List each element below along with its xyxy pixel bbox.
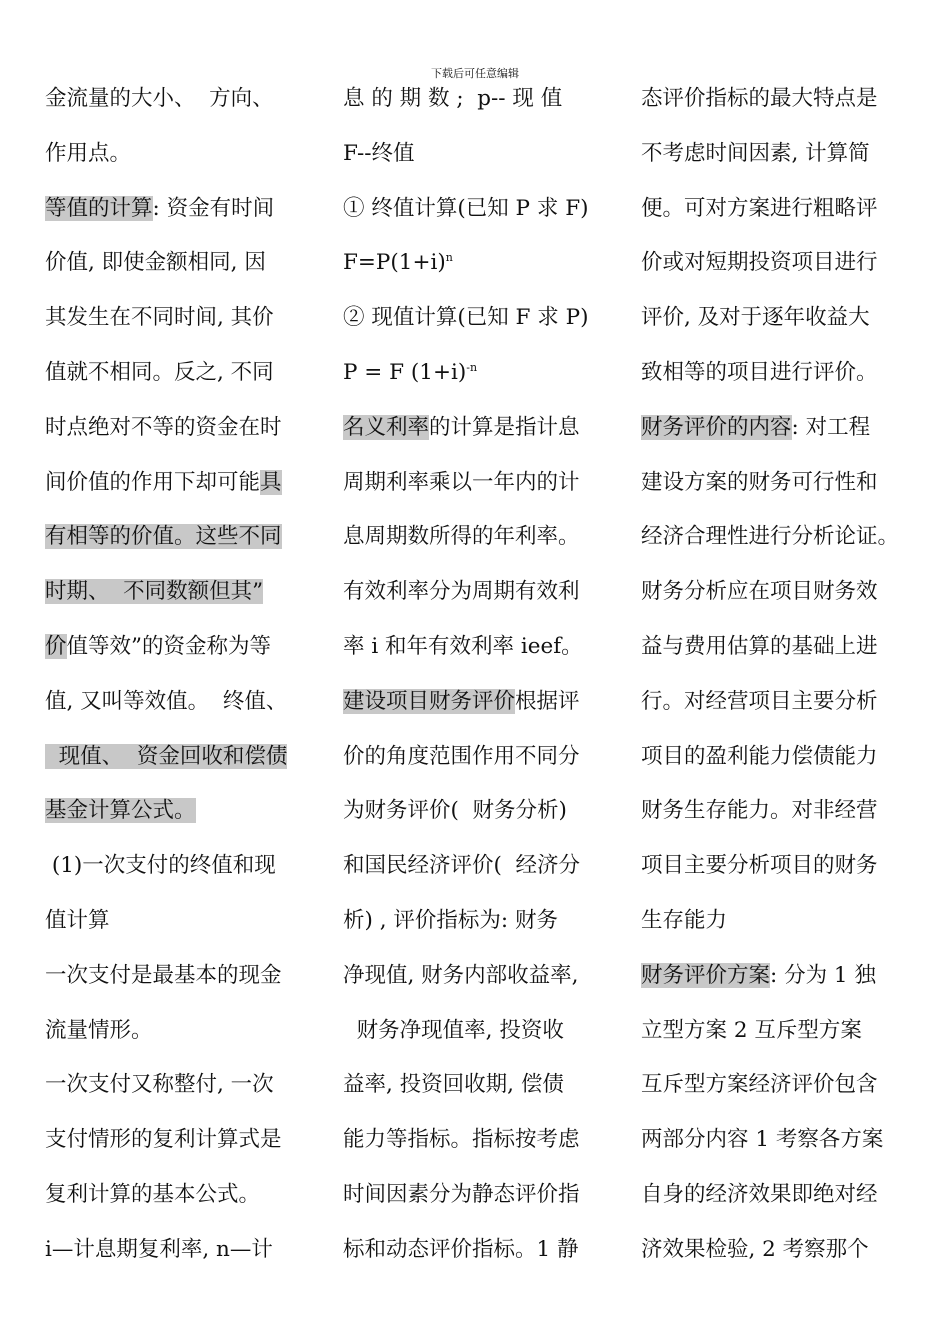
text-segment: 支付情形的复利计算式是: [45, 1127, 282, 1153]
text-segment: 价值, 即使金额相同, 因: [45, 250, 266, 276]
text-segment: P = F (1+i): [343, 359, 467, 385]
highlighted-term: 等值的计算: [45, 195, 153, 221]
text-segment: 析) , 评价指标为: 财务: [343, 907, 558, 933]
text-segment: 财务生存能力。对非经营: [641, 798, 878, 824]
text-line: [641, 839, 916, 894]
text-line: [641, 1113, 916, 1168]
text-segment: 周期利率乘以一年内的计: [343, 469, 580, 495]
text-line: [343, 510, 618, 565]
text-line: [343, 72, 618, 127]
text-line: [45, 236, 320, 291]
text-segment: 息周期数所得的年利率。: [343, 524, 580, 550]
text-line: [45, 127, 320, 182]
text-segment: : 对工程: [791, 414, 871, 440]
text-segment: 价或对短期投资项目进行: [641, 250, 878, 276]
text-line: [45, 1058, 320, 1113]
text-column-1: [45, 72, 320, 1278]
text-segment: 价的角度范围作用不同分: [343, 743, 580, 769]
text-line: [641, 510, 916, 565]
text-line: [641, 1223, 916, 1278]
text-segment: 益率, 投资回收期, 偿债: [343, 1072, 564, 1098]
text-segment: F--终值: [343, 140, 415, 166]
text-segment: 流量情形。: [45, 1017, 153, 1043]
text-column-2: [343, 72, 618, 1278]
text-line: [641, 675, 916, 730]
text-line: [45, 1004, 320, 1059]
highlighted-term: 现值、 资金回收和偿债: [45, 743, 288, 769]
text-line: [343, 620, 618, 675]
text-line: [45, 839, 320, 894]
text-segment: 建设方案的财务可行性和: [641, 469, 878, 495]
text-line: [45, 949, 320, 1004]
text-segment: 值, 又叫等效值。 终值、: [45, 688, 288, 714]
text-line: [45, 1113, 320, 1168]
superscript: -n: [466, 360, 478, 374]
text-segment: 便。可对方案进行粗略评: [641, 195, 878, 221]
text-line: [343, 1004, 618, 1059]
text-segment: 经济合理性进行分析论证。: [641, 524, 900, 550]
text-line: [641, 894, 916, 949]
text-segment: 济效果检验, 2 考察那个: [641, 1236, 869, 1262]
text-segment: 作用点。: [45, 140, 132, 166]
text-column-3: [641, 72, 916, 1278]
text-segment: 根据评: [515, 688, 580, 714]
text-line: [343, 291, 618, 346]
text-line: [45, 620, 320, 675]
text-line: [343, 127, 618, 182]
text-line: [343, 346, 618, 401]
text-line: [641, 236, 916, 291]
text-line: [641, 182, 916, 237]
text-segment: 息 的 期 数 ; p-- 现 值: [343, 86, 563, 111]
text-segment: 项目主要分析项目的财务: [641, 853, 878, 879]
text-line: [641, 72, 916, 127]
text-segment: 自身的经济效果即绝对经: [641, 1181, 878, 1207]
text-segment: 复利计算的基本公式。: [45, 1181, 261, 1207]
text-segment: i—计息期复利率, n—计: [45, 1236, 273, 1262]
text-segment: 率 i 和年有效利率 ieef。: [343, 633, 583, 659]
text-segment: 生存能力: [641, 907, 728, 933]
text-line: [343, 456, 618, 511]
text-line: [343, 675, 618, 730]
text-segment: 的计算是指计息: [429, 414, 580, 440]
text-line: [343, 401, 618, 456]
text-line: [45, 565, 320, 620]
text-segment: 间价值的作用下却可能: [45, 469, 261, 495]
text-line: [641, 1168, 916, 1223]
text-line: [45, 291, 320, 346]
text-segment: 财务分析应在项目财务效: [641, 579, 878, 605]
text-line: [641, 1058, 916, 1113]
text-line: [343, 784, 618, 839]
text-segment: 为财务评价( 财务分析): [343, 798, 567, 824]
text-segment: 时点绝对不等的资金在时: [45, 414, 282, 440]
text-line: [343, 1168, 618, 1223]
text-segment: F=P(1+i): [343, 250, 446, 276]
text-line: [45, 675, 320, 730]
text-segment: 其发生在不同时间, 其价: [45, 305, 274, 331]
text-line: [343, 1113, 618, 1168]
text-line: [641, 401, 916, 456]
text-line: [641, 565, 916, 620]
text-segment: 不考虑时间因素, 计算简: [641, 140, 870, 166]
text-line: [45, 182, 320, 237]
text-segment: 金流量的大小、 方向、: [45, 86, 274, 111]
text-line: [45, 730, 320, 785]
text-line: [343, 182, 618, 237]
text-segment: 行。对经营项目主要分析: [641, 688, 878, 714]
text-segment: 评价, 及对于逐年收益大: [641, 305, 870, 331]
text-segment: 有效利率分为周期有效利: [343, 579, 580, 605]
text-line: [343, 236, 618, 291]
highlighted-term: 建设项目财务评价: [343, 688, 516, 714]
text-segment: 时间因素分为静态评价指: [343, 1181, 580, 1207]
text-segment: (1)一次支付的终值和现: [45, 853, 276, 879]
text-segment: ① 终值计算(已知 P 求 F): [343, 195, 589, 221]
text-line: [641, 456, 916, 511]
text-segment: 立型方案 2 互斥型方案: [641, 1017, 862, 1043]
text-segment: 一次支付又称整付, 一次: [45, 1072, 274, 1098]
text-segment: 两部分内容 1 考察各方案: [641, 1127, 884, 1153]
text-line: [641, 949, 916, 1004]
text-segment: 益与费用估算的基础上进: [641, 633, 878, 659]
text-segment: 项目的盈利能力偿债能力: [641, 743, 878, 769]
text-segment: : 资金有时间: [152, 195, 275, 221]
text-line: [343, 1058, 618, 1113]
page-header: 下载后可任意编辑: [431, 67, 519, 80]
text-line: [343, 839, 618, 894]
text-segment: 和国民经济评价( 经济分: [343, 853, 581, 879]
highlighted-term: 名义利率: [343, 414, 430, 440]
text-segment: 致相等的项目进行评价。: [641, 359, 878, 385]
text-line: [45, 1223, 320, 1278]
text-line: [45, 510, 320, 565]
text-line: [45, 401, 320, 456]
text-segment: 能力等指标。指标按考虑: [343, 1127, 580, 1153]
text-line: [343, 730, 618, 785]
text-line: [641, 620, 916, 675]
text-line: [343, 894, 618, 949]
text-line: [641, 291, 916, 346]
highlighted-term: 基金计算公式。: [45, 798, 196, 824]
text-line: [641, 730, 916, 785]
text-line: [45, 1168, 320, 1223]
highlighted-term: 财务评价的内容: [641, 414, 792, 440]
text-line: [45, 346, 320, 401]
text-line: [343, 1223, 618, 1278]
highlighted-term: 具: [260, 469, 282, 495]
text-segment: 一次支付是最基本的现金: [45, 962, 282, 988]
text-segment: 值等效”的资金称为等: [66, 633, 272, 659]
text-segment: : 分为 1 独: [770, 962, 876, 988]
highlighted-term: 财务评价方案: [641, 962, 771, 988]
text-line: [45, 72, 320, 127]
text-line: [343, 949, 618, 1004]
text-segment: 态评价指标的最大特点是: [641, 86, 878, 111]
text-line: [45, 456, 320, 511]
text-line: [641, 127, 916, 182]
superscript: n: [445, 251, 453, 265]
text-segment: 值就不相同。反之, 不同: [45, 359, 274, 385]
text-line: [641, 1004, 916, 1059]
highlighted-term: 时期、 不同数额但其”: [45, 579, 264, 605]
text-segment: 财务净现值率, 投资收: [343, 1017, 564, 1043]
highlighted-term: 价: [45, 633, 67, 659]
text-segment: 标和动态评价指标。1 静: [343, 1236, 579, 1262]
text-segment: 净现值, 财务内部收益率,: [343, 962, 579, 988]
text-line: [641, 346, 916, 401]
text-line: [641, 784, 916, 839]
text-line: [343, 565, 618, 620]
text-segment: ② 现值计算(已知 F 求 P): [343, 305, 589, 331]
text-segment: 值计算: [45, 907, 110, 933]
text-segment: 互斥型方案经济评价包含: [641, 1072, 878, 1098]
text-line: [45, 894, 320, 949]
text-line: [45, 784, 320, 839]
highlighted-term: 有相等的价值。这些不同: [45, 524, 282, 550]
